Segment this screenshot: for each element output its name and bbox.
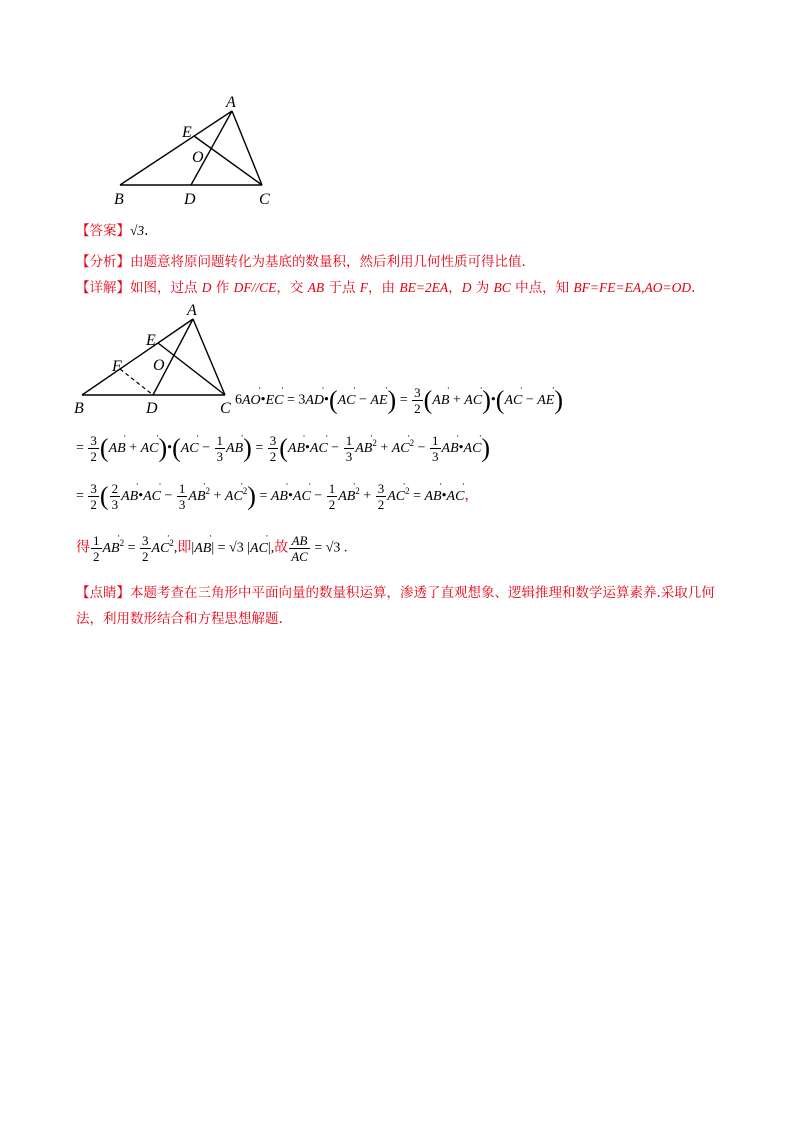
detail-text: 于点 xyxy=(324,280,360,296)
answer-tag: 【答案】 xyxy=(76,223,130,239)
label-D: D xyxy=(146,400,158,417)
equation-line-3: = $\frac{3}{2}$ ( $\frac{2}{3}$ AB ˙•AC ˙ − $\frac{1}{3}$ AB ˙$^2$ + AC ˙$^2$) = AB ˙•AC ˙ − $\frac{1}{2}$ AB ˙$^2$ + $\frac{3}{2}$ AC ˙$^2$ = AB ˙•AC ˙， xyxy=(76,481,478,512)
detail-text: 作 xyxy=(211,280,234,296)
point-d: D xyxy=(201,280,212,295)
label-E: E xyxy=(182,124,192,141)
answer-line xyxy=(76,221,148,241)
point-d: D xyxy=(461,280,472,295)
analysis-text: 由题意将原问题转化为基底的数量积，然后利用几何性质可得比值. xyxy=(130,254,526,270)
detail-text: ，交 xyxy=(276,280,308,296)
segment-bc: BC xyxy=(493,280,511,295)
detail-tag: 【详解】 xyxy=(76,280,130,296)
comment-tag: 【点睛】 xyxy=(76,585,130,601)
equation-line-1: 6AO ˙•EC ˙ = 3AD ˙•(AC ˙ − AE ˙) = $\frac{3}{2}$ (AB ˙ + AC ˙)•(AC ˙ − AE ˙) xyxy=(235,385,563,416)
answer-end: . xyxy=(144,223,149,239)
label-D: D xyxy=(184,191,196,208)
label-B: B xyxy=(114,191,124,208)
equation-line-2: = $\frac{3}{2}$ (AB ˙ + AC ˙)•(AC ˙ − $\frac{1}{3}$ AB ˙) = $\frac{3}{2}$ (AB ˙•AC ˙ − $\frac{1}{3}$ AB ˙$^2$ + AC ˙$^2$ − $\frac{1}{3}$ AB ˙•AC ˙) xyxy=(76,433,490,464)
word-de: 得 xyxy=(76,540,90,556)
label-F: F xyxy=(112,358,122,375)
label-E: E xyxy=(146,332,156,349)
dashed-segment-df xyxy=(120,369,153,395)
word-ji: 即 xyxy=(177,540,192,556)
detail-text: ， xyxy=(448,280,462,296)
detail-text: ，由 xyxy=(368,280,400,296)
ratio-relation: BE=2EA xyxy=(399,280,449,295)
point-f: F xyxy=(359,280,369,295)
comma: ， xyxy=(464,488,479,504)
detail-line xyxy=(76,278,695,298)
detail-text: . xyxy=(691,280,696,296)
detail-text: 如图，过点 xyxy=(130,280,202,296)
label-A: A xyxy=(187,302,197,319)
triangle-figure-2 xyxy=(70,302,245,420)
analysis-tag: 【分析】 xyxy=(76,254,130,270)
parallel-relation: DF//CE xyxy=(233,280,277,295)
equal-segments-relation: BF=FE=EA,AO=OD xyxy=(573,280,692,295)
label-A: A xyxy=(226,94,236,111)
answer-value: √3 xyxy=(130,223,145,238)
segment-ab: AB xyxy=(307,280,325,295)
label-C: C xyxy=(220,400,231,417)
label-O: O xyxy=(153,357,165,374)
label-O: O xyxy=(192,149,204,166)
comment-paragraph xyxy=(76,580,736,632)
label-C: C xyxy=(259,191,270,208)
equation-line-4: 得 $\frac{1}{2}$ AB ˙$^2$ = $\frac{3}{2}$ AC ˙$^2$,即|AB ˙| = √3 |AC ˙|,故 $\frac{AB}{AC}$ = √3 . xyxy=(76,533,347,564)
comment-text: 本题考查在三角形中平面向量的数量积运算，渗透了直观想象、逻辑推理和数学运算素养.采取几何法，利用数形结合和方程思想解题. xyxy=(76,585,715,627)
label-B: B xyxy=(74,400,84,417)
detail-text: 为 xyxy=(471,280,494,296)
triangle-figure-1 xyxy=(110,95,280,210)
word-gu: 故 xyxy=(274,540,289,556)
detail-text: 中点，知 xyxy=(510,280,574,296)
analysis-line xyxy=(76,252,526,272)
